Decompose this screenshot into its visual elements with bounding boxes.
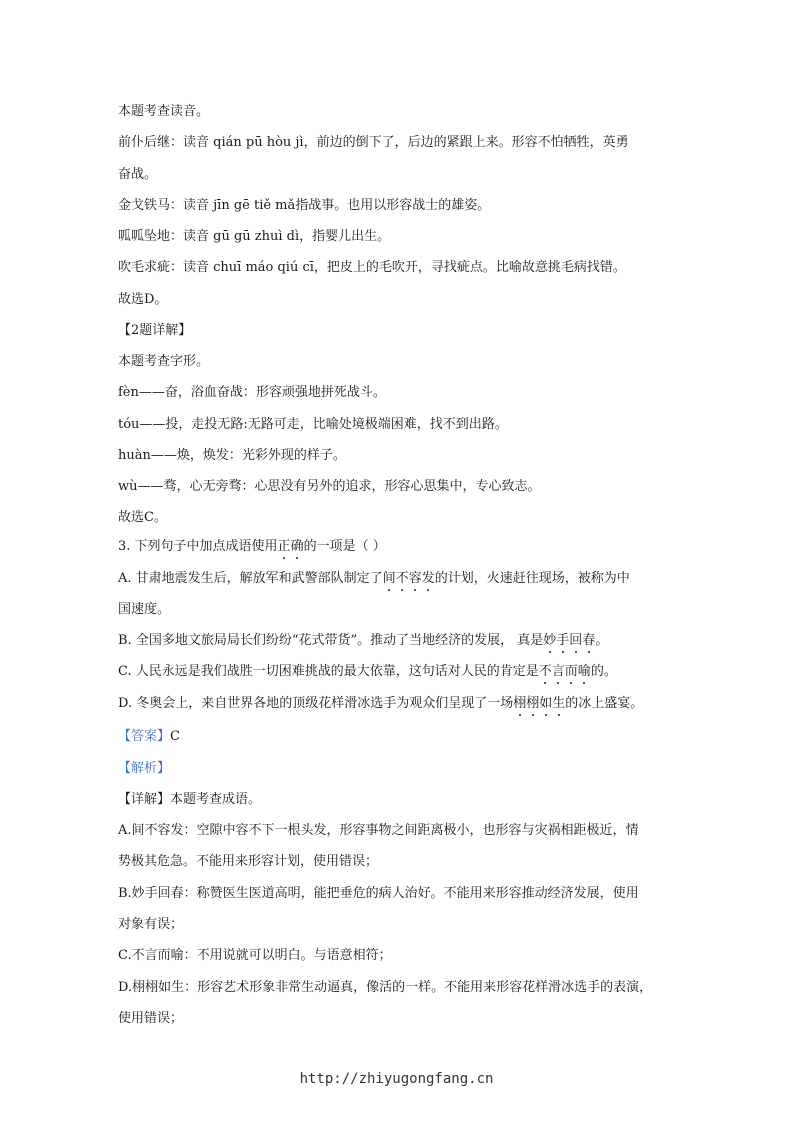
answer-line bbox=[118, 728, 678, 746]
explanation-line: 【详解】本题考查成语。 bbox=[118, 792, 262, 807]
emphasis-char: 不 bbox=[395, 571, 409, 586]
explanation-line: B.妙手回春：称赞医生医道高明，能把垂危的病人治好。不能用来形容推动经济发展，使用 bbox=[118, 886, 639, 901]
option-b bbox=[118, 632, 678, 650]
question-stem bbox=[118, 538, 678, 556]
explanation-line: 对象有误； bbox=[118, 917, 184, 932]
question-stem-suffix: 的一项是（ ） bbox=[303, 539, 386, 554]
dotted-idiom bbox=[543, 633, 595, 648]
emphasis-char: 发 bbox=[421, 571, 435, 586]
analysis-label: 【解析】 bbox=[118, 761, 171, 776]
section-heading: 【2题详解】 bbox=[118, 323, 192, 338]
option-a bbox=[118, 570, 678, 588]
emphasis-char: 间 bbox=[382, 571, 396, 586]
text-line: 故选D。 bbox=[118, 292, 168, 307]
option-d bbox=[118, 695, 678, 713]
explanation-line: A.间不容发：空隙中容不下一根头发，形容事物之间距离极小，也形容与灾祸相距极近，情 bbox=[118, 823, 639, 838]
option-c-suffix: 的。 bbox=[590, 664, 617, 679]
emphasis-char: 不 bbox=[538, 664, 552, 679]
option-d-prefix: D. 冬奥会上，来自世界各地的顶级花样滑冰选手为观众们呈现了一场 bbox=[118, 696, 514, 711]
dotted-idiom bbox=[539, 664, 591, 679]
emphasis-char: 而 bbox=[564, 664, 578, 679]
text-line: 本题考查读音。 bbox=[118, 104, 210, 119]
option-a-continuation: 国速度。 bbox=[118, 602, 171, 617]
explanation-line: D.栩栩如生：形容艺术形象非常生动逼真，像活的一样。不能用来形容花样滑冰选手的表演， bbox=[118, 980, 653, 995]
option-d-suffix: 的冰上盛宴。 bbox=[565, 696, 644, 711]
emphasis-char: 春 bbox=[582, 633, 596, 648]
option-a-prefix: A. 甘肃地震发生后，解放军和武警部队制定了 bbox=[118, 571, 383, 586]
dotted-emphasis bbox=[278, 539, 304, 554]
emphasis-char: 喻 bbox=[577, 664, 591, 679]
text-line: 呱呱坠地：读音 gū gū zhuì dì，指婴儿出生。 bbox=[118, 229, 391, 244]
emphasis-char: 生 bbox=[552, 696, 566, 711]
answer-value: C bbox=[170, 729, 180, 744]
option-b-prefix: B. 全国多地文旅局局长们纷纷“花式带货”。推动了当地经济的发展， 真是 bbox=[118, 633, 544, 648]
text-line: tóu——投，走投无路:无路可走，比喻处境极端困难，找不到出路。 bbox=[118, 417, 508, 432]
emphasis-char: 栩 bbox=[526, 696, 540, 711]
text-line: wù——骛，心无旁骛：心思没有另外的追求，形容心思集中，专心致志。 bbox=[118, 479, 541, 494]
option-c-prefix: C. 人民永远是我们战胜一切困难挑战的最大依靠，这句话对人民的肯定是 bbox=[118, 664, 539, 679]
explanation-line: C.不言而喻：不用说就可以明白。与语意相符； bbox=[118, 948, 392, 963]
text-line: huàn——焕，焕发：光彩外现的样子。 bbox=[118, 448, 346, 463]
option-b-suffix: 。 bbox=[595, 633, 609, 648]
text-line: 故选C。 bbox=[118, 510, 167, 525]
explanation-line: 势极其危急。不能用来形容计划，使用错误； bbox=[118, 854, 379, 869]
emphasis-char: 如 bbox=[539, 696, 553, 711]
emphasis-char: 妙 bbox=[543, 633, 557, 648]
text-line: 前仆后继：读音 qián pū hòu jì，前边的倒下了，后边的紧跟上来。形容不怕牺牲，英勇 bbox=[118, 135, 629, 150]
emphasis-char: 正 bbox=[277, 539, 291, 554]
text-line: 奋战。 bbox=[118, 167, 158, 182]
emphasis-char: 容 bbox=[408, 571, 422, 586]
question-stem-prefix: 3. 下列句子中加点成语使用 bbox=[118, 539, 278, 554]
option-c bbox=[118, 663, 678, 681]
emphasis-char: 言 bbox=[551, 664, 565, 679]
emphasis-char: 栩 bbox=[513, 696, 527, 711]
answer-label: 【答案】 bbox=[118, 729, 171, 744]
dotted-idiom bbox=[383, 571, 435, 586]
text-line: 本题考查字形。 bbox=[118, 354, 210, 369]
text-line: 金戈铁马：读音 jīn gē tiě mǎ指战事。也用以形容战士的雄姿。 bbox=[118, 198, 491, 213]
option-a-suffix: 的计划，火速赶往现场，被称为中 bbox=[434, 571, 630, 586]
text-line: fèn——奋，浴血奋战：形容顽强地拼死战斗。 bbox=[118, 385, 386, 400]
text-line: 吹毛求疵：读音 chuī máo qiú cī，把皮上的毛吹开，寻找疵点。比喻故意挑毛病找错。 bbox=[118, 260, 626, 275]
emphasis-char: 手 bbox=[556, 633, 570, 648]
footer-url[interactable]: http://zhiyugongfang.cn bbox=[299, 1071, 494, 1087]
dotted-idiom bbox=[513, 696, 565, 711]
emphasis-char: 回 bbox=[569, 633, 583, 648]
explanation-line: 使用错误； bbox=[118, 1011, 184, 1026]
emphasis-char: 确 bbox=[290, 539, 304, 554]
